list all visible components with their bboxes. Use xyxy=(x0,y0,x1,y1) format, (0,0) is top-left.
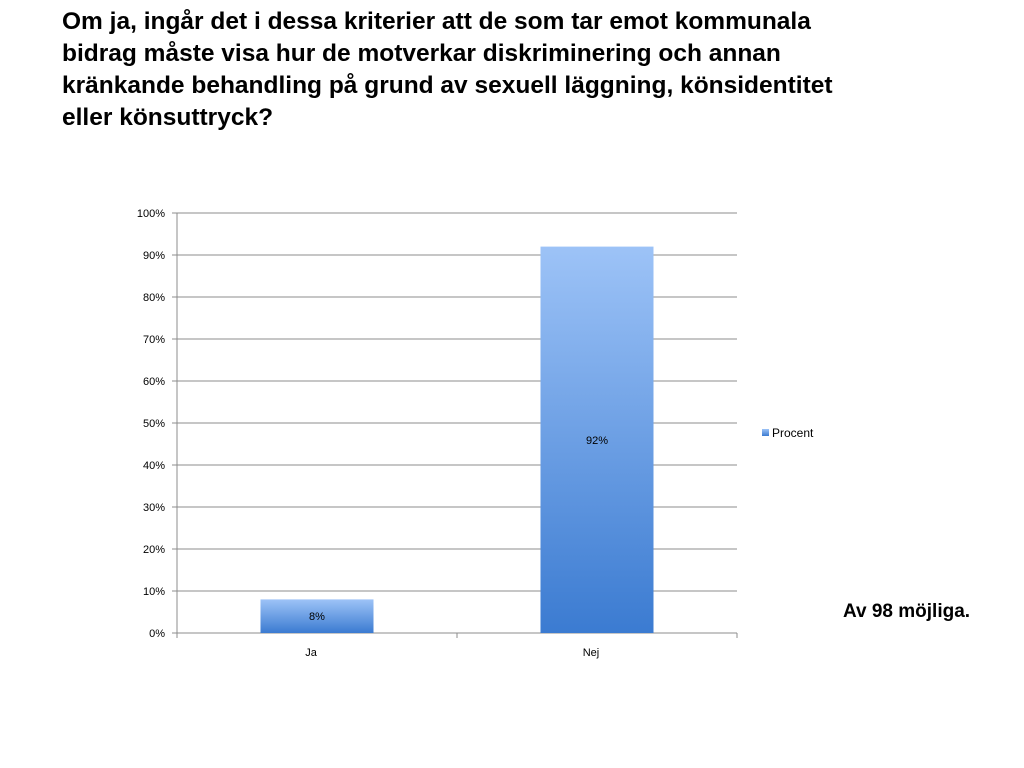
data-label: 92% xyxy=(585,434,609,447)
y-tick-label: 90% xyxy=(142,250,165,262)
y-tick-label: 40% xyxy=(142,460,165,472)
legend xyxy=(762,426,814,440)
y-tick-label: 20% xyxy=(142,544,165,556)
y-tick-label: 30% xyxy=(142,502,165,514)
y-tick-label: 70% xyxy=(142,334,165,346)
sample-size-note: Av 98 möjliga. xyxy=(843,601,971,622)
slide-title-line: kränkande behandling på grund av sexuell läggning, könsidentitet xyxy=(62,72,833,99)
slide-title-line: Om ja, ingår det i dessa kriterier att de som tar emot kommunala xyxy=(62,8,811,35)
slide-title-line: bidrag måste visa hur de motverkar diskriminering och annan xyxy=(62,40,781,67)
legend-swatch xyxy=(762,429,769,436)
x-tick-label: Nej xyxy=(582,647,600,659)
y-tick-label: 80% xyxy=(142,292,165,304)
y-tick-label: 100% xyxy=(136,208,165,220)
y-tick-label: 10% xyxy=(142,586,165,598)
data-label: 8% xyxy=(309,611,325,624)
slide-title-line: eller könsuttryck? xyxy=(62,104,274,131)
legend-label: Procent xyxy=(772,426,814,440)
y-tick-label: 60% xyxy=(142,376,165,388)
y-tick-label: 0% xyxy=(149,628,165,640)
x-tick-label: Ja xyxy=(305,647,317,659)
y-tick-label: 50% xyxy=(142,418,165,430)
